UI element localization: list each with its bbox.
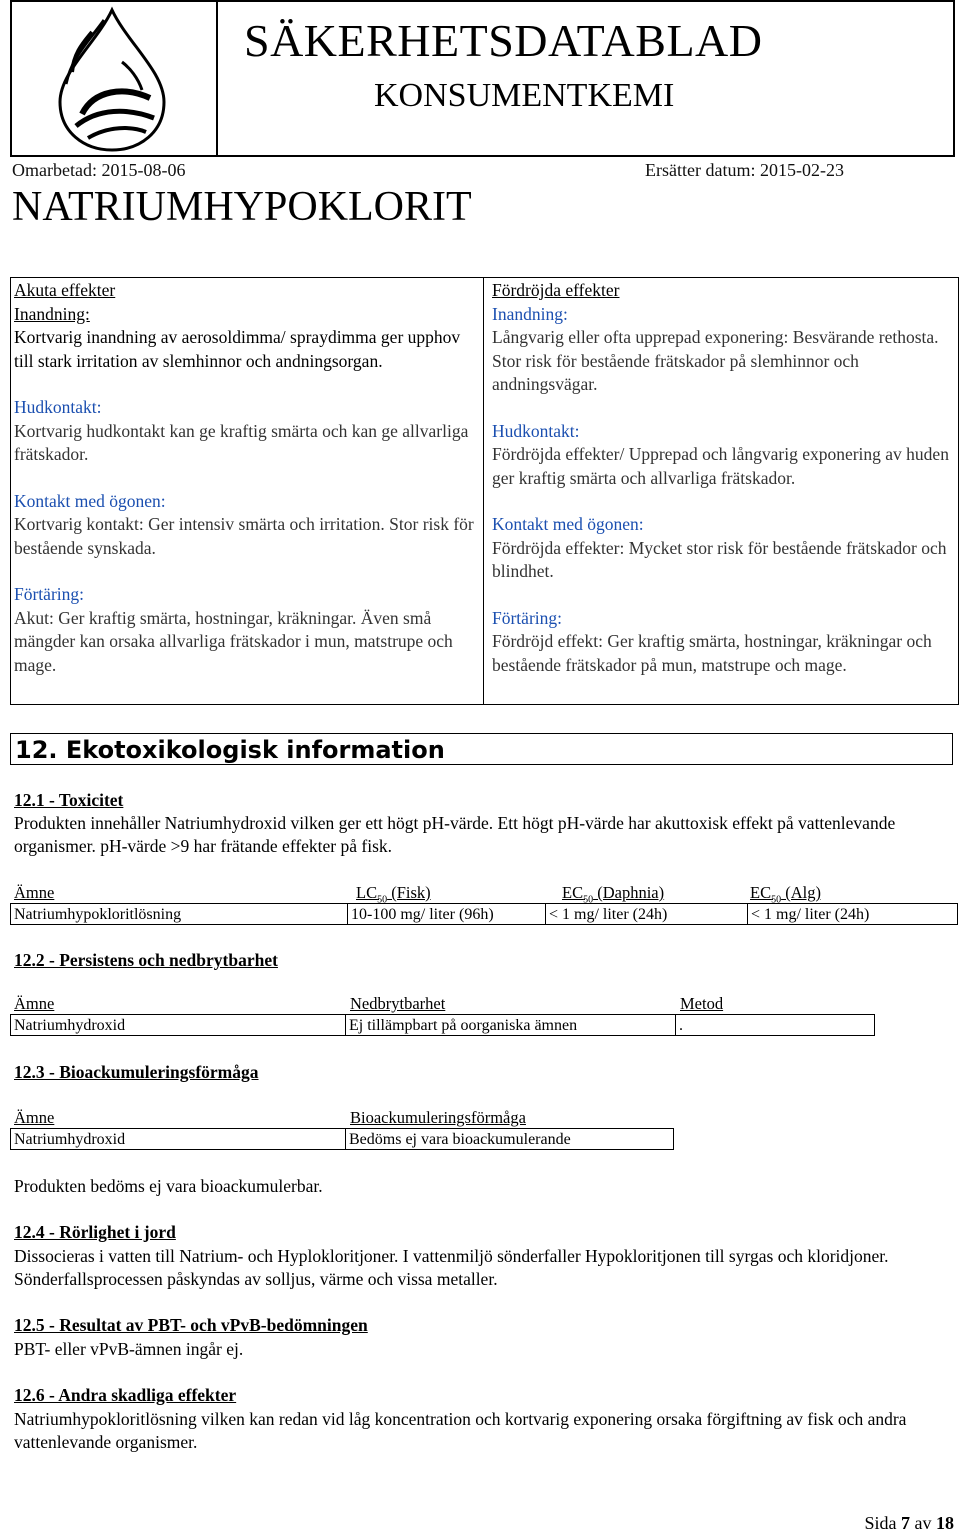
effects-table bbox=[10, 277, 959, 705]
s125-heading: 12.5 - Resultat av PBT- och vPvB-bedömningen bbox=[14, 1315, 368, 1335]
replaces-date: Ersätter datum: 2015-02-23 bbox=[645, 160, 844, 180]
s121-table-row bbox=[10, 903, 958, 925]
s126-text: Natriumhypokloritlösning vilken kan redan vid låg koncentration och kortvarig exponering orsaka förgiftning av fisk och andra vattenlevande organismer. bbox=[14, 1409, 907, 1452]
acute-heading: Akuta effekter bbox=[14, 280, 116, 300]
s123-heading: 12.3 - Bioackumuleringsförmåga bbox=[14, 1062, 259, 1082]
ec-alg-text: EC bbox=[750, 883, 772, 902]
s124-heading: 12.4 - Rörlighet i jord bbox=[14, 1222, 176, 1242]
revised-date: Omarbetad: 2015-08-06 bbox=[12, 160, 186, 180]
acute-eye-label: Kontakt med ögonen: bbox=[14, 490, 166, 511]
delayed-inhalation-label: Inandning: bbox=[492, 303, 568, 324]
s123-note: Produkten bedöms ej vara bioackumulerbar. bbox=[14, 1176, 323, 1196]
lc-text: LC bbox=[356, 883, 378, 902]
water-drop-logo-icon bbox=[12, 2, 216, 157]
acute-effects-column bbox=[11, 278, 483, 704]
section-12-header bbox=[10, 733, 953, 765]
acute-inhalation-text: Kortvarig inandning av aerosoldimma/ spraydimma ger upphov till stark irritation av slemhinnor och andningsorgan. bbox=[14, 327, 461, 371]
ec-daphnia-rest: (Daphnia) bbox=[593, 883, 665, 902]
s123-table-row bbox=[10, 1128, 674, 1150]
s122-heading: 12.2 - Persistens och nedbrytbarhet bbox=[14, 950, 278, 970]
page-total: 18 bbox=[936, 1513, 954, 1533]
ec-alg-rest: (Alg) bbox=[781, 883, 821, 902]
logo bbox=[12, 2, 218, 157]
s124-text: Dissocieras i vatten till Natrium- och Hyplokloritjoner. I vattenmiljö sönderfaller Hypokloritjonen till syrgas och kloridjoner. Sönderfallsprocessen påskyndas av solljus, värme och vissa metaller. bbox=[14, 1246, 889, 1289]
s126-heading: 12.6 - Andra skadliga effekter bbox=[14, 1385, 237, 1405]
lc-rest: (Fisk) bbox=[387, 883, 431, 902]
delayed-eye-label: Kontakt med ögonen: bbox=[492, 514, 644, 534]
page-number: 7 bbox=[901, 1513, 910, 1533]
delayed-heading: Fördröjda effekter bbox=[492, 280, 620, 300]
s123-cell-bioaccumulation: Bedöms ej vara bioackumulerande bbox=[345, 1129, 673, 1149]
s121-cell-lc50: 10-100 mg/ liter (96h) bbox=[347, 904, 545, 924]
ec-alg-sub: 50 bbox=[771, 894, 782, 906]
s121-col-ec50-alg bbox=[750, 883, 821, 905]
s123-col-substance: Ämne bbox=[14, 1108, 55, 1127]
acute-ingestion-text: Akut: Ger kraftig smärta, hostningar, kräkningar. Även små mängder kan orsaka allvarliga frätskador i mun, matstrupe och mage. bbox=[14, 607, 453, 675]
page-mid: av bbox=[910, 1513, 936, 1533]
s122-table-row bbox=[10, 1014, 875, 1036]
ec-daphnia-sub: 50 bbox=[583, 894, 594, 906]
s121-col-substance: Ämne bbox=[14, 883, 55, 902]
acute-inhalation-label: Inandning: bbox=[14, 303, 90, 324]
product-name: NATRIUMHYPOKLORIT bbox=[12, 184, 472, 230]
s121-heading: 12.1 - Toxicitet bbox=[14, 790, 124, 810]
s121-cell-ec50-alg: < 1 mg/ liter (24h) bbox=[747, 904, 957, 924]
acute-skin-label: Hudkontakt: bbox=[14, 397, 102, 417]
s122-cell-degradability: Ej tillämpbart på oorganiska ämnen bbox=[345, 1015, 675, 1035]
delayed-eye-text: Fördröjda effekter: Mycket stor risk för bestående frätskador och blindhet. bbox=[492, 537, 947, 581]
s122-col-substance: Ämne bbox=[14, 994, 55, 1013]
s122-cell-substance: Natriumhydroxid bbox=[14, 1017, 126, 1034]
s122-col-degradability: Nedbrytbarhet bbox=[350, 994, 446, 1013]
page-prefix: Sida bbox=[864, 1513, 901, 1533]
acute-skin-text: Kortvarig hudkontakt kan ge kraftig smärta och kan ge allvarliga frätskador. bbox=[14, 420, 469, 464]
acute-ingestion-label: Förtäring: bbox=[14, 584, 84, 604]
s122-cell-method: . bbox=[675, 1015, 874, 1035]
delayed-skin-label: Hudkontakt: bbox=[492, 420, 580, 441]
s121-col-ec50-daphnia bbox=[562, 883, 664, 905]
acute-eye-text: Kortvarig kontakt: Ger intensiv smärta och irritation. Stor risk för bestående synskada. bbox=[14, 514, 474, 558]
ec-daphnia-text: EC bbox=[562, 883, 584, 902]
lc-sub: 50 bbox=[377, 894, 388, 906]
delayed-inhalation-text: Långvarig eller ofta upprepad exponering: Besvärande rethosta. Stor risk för bestående frätskador på slemhinnor och andningsvägar. bbox=[492, 327, 939, 394]
s125-text: PBT- eller vPvB-ämnen ingår ej. bbox=[14, 1339, 244, 1359]
s121-cell-ec50-daphnia: < 1 mg/ liter (24h) bbox=[545, 904, 747, 924]
document-title: SÄKERHETSDATABLAD bbox=[244, 15, 763, 66]
delayed-skin-text: Fördröjda effekter/ Upprepad och långvarig exponering av huden ger kraftig smärta och allvarliga frätskador. bbox=[492, 444, 949, 488]
delayed-ingestion-label: Förtäring: bbox=[492, 607, 562, 628]
s123-col-bioaccumulation: Bioackumuleringsförmåga bbox=[350, 1108, 526, 1127]
s122-col-method: Metod bbox=[680, 994, 724, 1013]
section-12-title: 12. Ekotoxikologisk information bbox=[15, 736, 445, 764]
s121-col-lc50 bbox=[356, 883, 431, 905]
s121-cell-substance: Natriumhypokloritlösning bbox=[14, 906, 182, 923]
document-subtitle: KONSUMENTKEMI bbox=[374, 77, 675, 114]
delayed-ingestion-text: Fördröjd effekt: Ger kraftig smärta, hostningar, kräkningar och bestående frätskador på mun, matstrupe och mage. bbox=[492, 631, 932, 675]
s123-cell-substance: Natriumhydroxid bbox=[14, 1131, 126, 1148]
delayed-effects-column bbox=[483, 278, 958, 704]
s121-text: Produkten innehåller Natriumhydroxid vilken ger ett högt pH-värde. Ett högt pH-värde har akuttoxisk effekt på vattenlevande organismer. pH-värde >9 har frätande effekter på fisk. bbox=[14, 813, 896, 856]
page-indicator bbox=[864, 1513, 954, 1534]
